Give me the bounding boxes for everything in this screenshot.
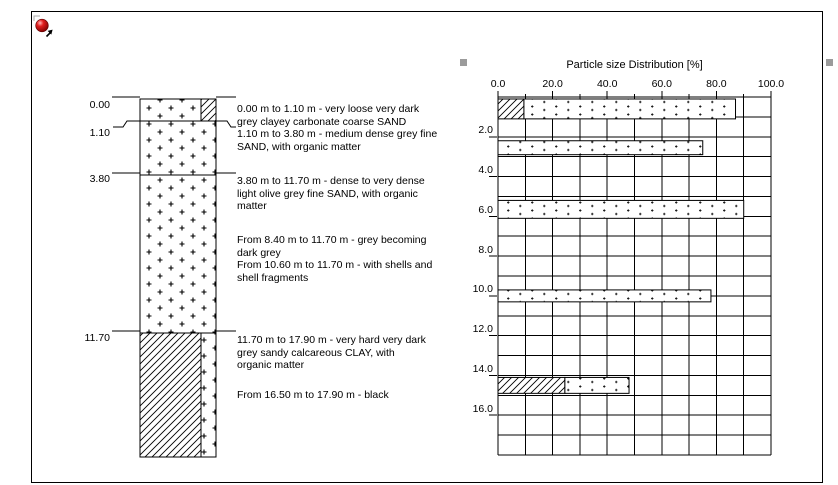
x-axis-tick-label: 60.0 (651, 78, 673, 90)
y-axis-tick-label: 8.0 (478, 243, 493, 256)
move-arrow-icon (47, 33, 51, 37)
soil-description-line: From 16.50 m to 17.90 m - black (237, 389, 389, 401)
depth-label: 11.70 (84, 332, 110, 344)
chart-title: Particle size Distribution [%] (566, 59, 703, 71)
borehole-layer[interactable] (140, 333, 201, 457)
y-axis-tick-label: 14.0 (472, 362, 493, 375)
y-axis-tick-label: 12.0 (472, 323, 493, 336)
soil-description-line: From 8.40 m to 11.70 m - grey becoming (237, 234, 427, 246)
soil-description-line: grey clayey carbonate coarse SAND (237, 115, 407, 128)
depth-label: 3.80 (89, 173, 110, 185)
soil-description-line: organic matter (237, 359, 305, 372)
soil-description-line: 0.00 m to 1.10 m - very loose very dark (237, 103, 420, 115)
x-axis-tick-label: 80.0 (706, 78, 727, 90)
psd-bar-segment[interactable] (498, 99, 524, 119)
leader-line (216, 121, 236, 127)
soil-description-line: SAND, with organic matter (237, 140, 361, 153)
psd-chart (489, 91, 771, 455)
soil-description-line: dark grey (237, 246, 281, 259)
x-axis-tick-label: 40.0 (596, 78, 618, 90)
soil-description-line: 11.70 m to 17.90 m - very hard very dark (237, 334, 426, 346)
psd-bar-segment[interactable] (524, 99, 736, 119)
borehole-layer[interactable] (140, 121, 216, 175)
psd-bar-segment[interactable] (498, 377, 565, 393)
soil-description-line: light olive grey fine SAND, with organic (237, 187, 418, 200)
soil-description-line: shell fragments (237, 271, 309, 284)
y-axis-tick-label: 6.0 (478, 203, 493, 216)
y-axis-tick-label: 10.0 (472, 283, 493, 296)
y-axis-tick-label: 2.0 (478, 124, 493, 137)
borehole-layer[interactable] (140, 99, 201, 121)
selection-handle-left[interactable] (460, 59, 467, 66)
soil-description-line: grey sandy calcareous CLAY, with (237, 346, 395, 359)
depth-label: 1.10 (89, 127, 110, 139)
soil-description-line: matter (237, 200, 267, 213)
psd-bar-segment[interactable] (565, 377, 629, 393)
leader-line (113, 121, 140, 127)
selection-handle-right[interactable] (826, 59, 833, 66)
borehole-column (112, 97, 236, 457)
borehole-layer-strip[interactable] (201, 333, 216, 457)
psd-bar-segment[interactable] (498, 141, 703, 155)
psd-bar-segment[interactable] (498, 290, 711, 302)
x-axis-tick-label: 100.0 (757, 78, 785, 90)
x-axis-tick-label: 0.0 (490, 78, 506, 90)
y-axis-tick-label: 16.0 (472, 402, 493, 415)
soil-description-line: 3.80 m to 11.70 m - dense to very dense (237, 175, 425, 187)
depth-label: 0.00 (89, 99, 110, 111)
borehole-layer-strip[interactable] (201, 99, 216, 121)
borehole-layer[interactable] (140, 175, 216, 333)
soil-description-line: 1.10 m to 3.80 m - medium dense grey fine (237, 128, 438, 140)
red-sphere-move-icon[interactable] (34, 16, 53, 37)
soil-description-line: From 10.60 m to 11.70 m - with shells and (237, 259, 433, 271)
x-axis-tick-label: 20.0 (542, 78, 563, 90)
y-axis-tick-label: 4.0 (478, 164, 493, 177)
psd-bar-segment[interactable] (498, 200, 744, 218)
